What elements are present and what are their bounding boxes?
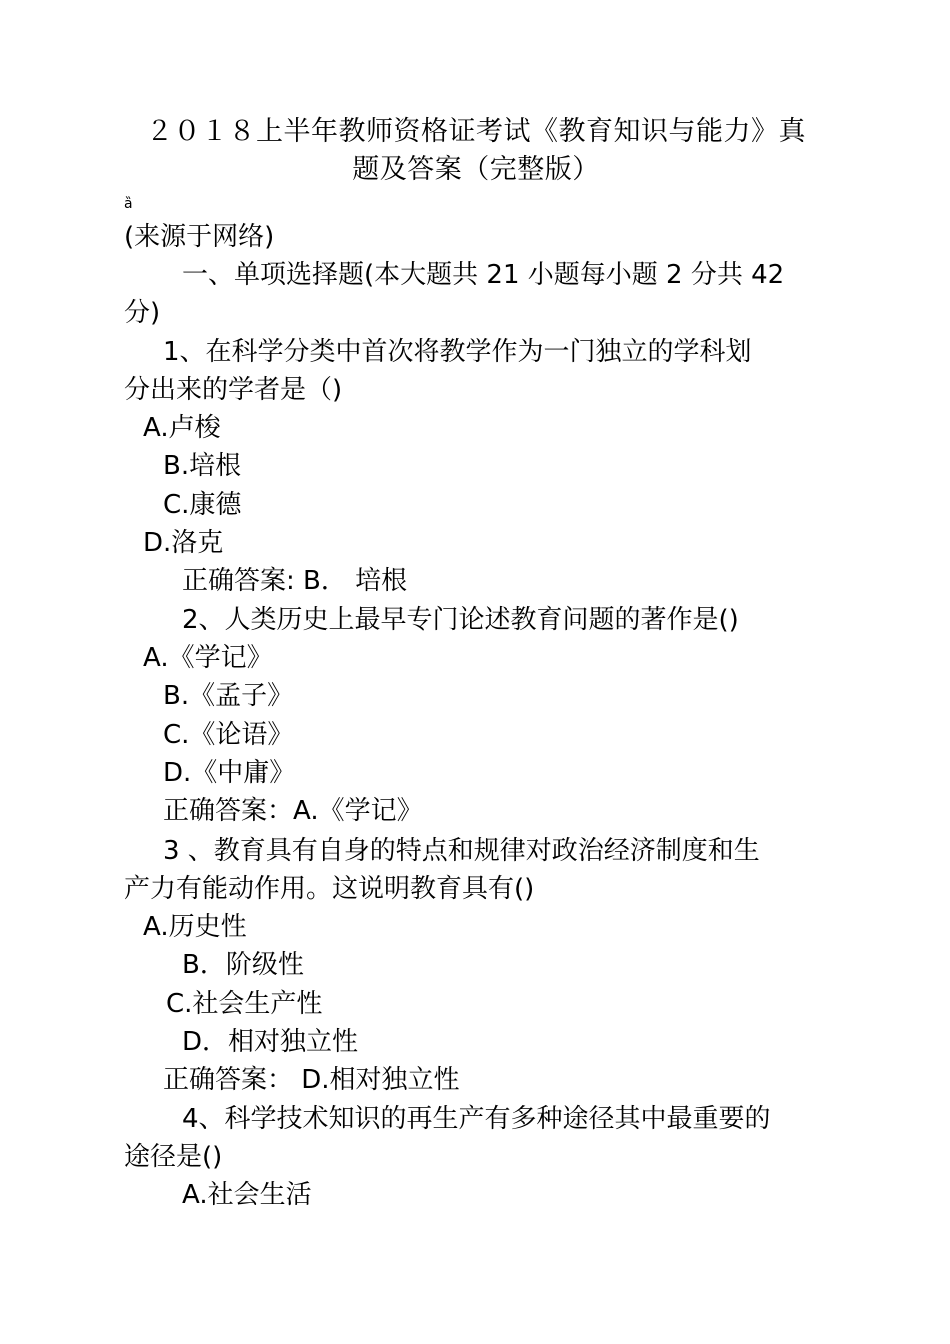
- question-1-option-c: C.康德: [163, 490, 242, 520]
- question-3-option-d: D．相对独立性: [182, 1027, 359, 1057]
- question-2-option-c: C.《论语》: [163, 720, 294, 750]
- section-heading-line-2: 分): [124, 298, 161, 328]
- question-4-stem-line-1: 4、科学技术知识的再生产有多种途径其中最重要的: [182, 1104, 771, 1134]
- source-note: (来源于网络): [124, 222, 275, 252]
- question-3-stem-line-2: 产力有能动作用。这说明教育具有(): [124, 874, 535, 904]
- document-title-line-2: 题及答案（完整版）: [352, 154, 600, 185]
- question-2-stem-line-1: 2、人类历史上最早专门论述教育问题的著作是(): [182, 605, 739, 635]
- question-3-option-a: A.历史性: [143, 912, 247, 942]
- stray-mark: ȁ: [124, 196, 133, 212]
- question-2-option-d: D.《中庸》: [163, 758, 296, 788]
- question-3-answer: 正确答案： D.相对独立性: [163, 1065, 460, 1095]
- question-1-stem-line-1: 1、在科学分类中首次将教学作为一门独立的学科划: [163, 337, 752, 367]
- question-1-option-b: B.培根: [163, 451, 242, 481]
- document-title-line-1: ２０１８上半年教师资格证考试《教育知识与能力》真: [146, 116, 806, 147]
- question-3-option-c: C.社会生产性: [166, 989, 323, 1019]
- question-3-option-b: B．阶级性: [182, 950, 304, 980]
- question-4-stem-line-2: 途径是(): [124, 1142, 223, 1172]
- question-1-option-d: D.洛克: [143, 528, 224, 558]
- question-1-stem-line-2: 分出来的学者是（): [124, 375, 343, 405]
- question-1-option-a: A.卢梭: [143, 413, 221, 443]
- question-1-answer: 正确答案: B． 培根: [182, 566, 408, 596]
- question-4-option-a: A.社会生活: [182, 1180, 312, 1210]
- question-2-option-b: B.《孟子》: [163, 681, 294, 711]
- question-2-option-a: A.《学记》: [143, 643, 273, 673]
- section-heading-line-1: 一、单项选择题(本大题共 21 小题每小题 2 分共 42: [182, 260, 785, 290]
- question-2-answer: 正确答案：A.《学记》: [163, 796, 423, 826]
- question-3-stem-line-1: 3 、教育具有自身的特点和规律对政治经济制度和生: [163, 836, 760, 866]
